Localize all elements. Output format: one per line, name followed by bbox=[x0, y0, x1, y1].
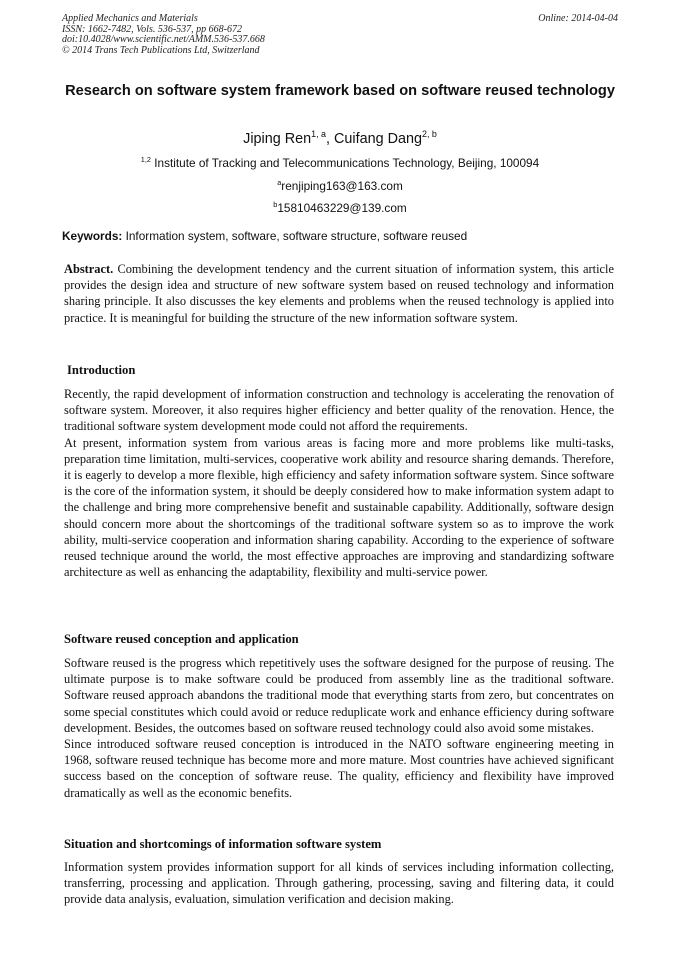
author-name: Jiping Ren bbox=[243, 131, 312, 147]
paragraph: Information system provides information support for all kinds of services including information collecting, transferring, processing and application. Through gathering, processing, saving and filtering data, it could provide data analysis, evaluation, simulation verification and decision making. bbox=[64, 860, 614, 907]
section-body bbox=[64, 386, 614, 580]
keywords bbox=[62, 229, 618, 243]
journal-header bbox=[62, 14, 618, 56]
abstract-text: Combining the development tendency and the current situation of information system, this article provides the design idea and structure of new software system based on reused technology and information sharing principle. It also discusses the key elements and problems when the reused technology is applied into practice. It is meaningful for building the structure of the new information software system. bbox=[64, 262, 614, 325]
keywords-text: Information system, software, software structure, software reused bbox=[122, 229, 468, 243]
email-superscript: b bbox=[273, 200, 278, 210]
journal-name: Applied Mechanics and Materials bbox=[62, 13, 198, 24]
email-line bbox=[62, 201, 618, 215]
section-heading: Software reused conception and application bbox=[64, 632, 299, 646]
journal-copyright: © 2014 Trans Tech Publications Ltd, Switzerland bbox=[62, 44, 260, 56]
section-body bbox=[64, 655, 614, 801]
keywords-label: Keywords: bbox=[62, 229, 123, 243]
author-name: Cuifang Dang bbox=[333, 131, 422, 147]
abstract-paragraph bbox=[64, 261, 614, 326]
paragraph: Since introduced software reused conception is introduced in the NATO software engineering meeting in 1968, software reused technique has become more and more mature. Most countries have achieved significant success based on the conception of software reuse. The quality, efficiency and flexibility have improved dramatically as well as the economic benefits. bbox=[64, 737, 614, 800]
section-heading: Situation and shortcomings of information software system bbox=[64, 837, 382, 851]
journal-doi: doi:10.4028/www.scientific.net/AMM.536-537.668 bbox=[62, 34, 265, 46]
abstract-label: Abstract. bbox=[64, 262, 114, 276]
email-superscript: a bbox=[277, 178, 282, 188]
paper-title: Research on software system framework based on software reused technology bbox=[65, 83, 615, 99]
paragraph: At present, information system from various areas is facing more and more problems like multi-tasks, preparation time limitation, multi-services, cooperative work ability and resource sharing demands. Therefore, it is eagerly to develop a more flexible, high efficiency and safety information software system. Since software is the core of the information system, it should be deeply considered how to make information system adapt to the challenge and bring more comprehensive benefit and sustainable capability. Additionally, software design should concern more about the shortcomings of the traditional software system so as to improve the work ability, multi-service cooperation and information sharing capability. According to the experience of software reused technique around the world, the most effective approaches are improving and standardizing software architecture as well as enhancing the adaptability, flexibility and multi-service power. bbox=[64, 435, 614, 580]
author-separator: , bbox=[325, 131, 334, 147]
abstract bbox=[64, 261, 614, 326]
author-line bbox=[62, 130, 618, 148]
email-address: renjiping163@163.com bbox=[281, 179, 403, 193]
affiliation-superscript: 1,2 bbox=[140, 155, 151, 165]
online-date: Online: 2014-04-04 bbox=[538, 13, 618, 24]
section-heading: Introduction bbox=[67, 363, 136, 377]
email-address: 15810463229@139.com bbox=[277, 201, 407, 215]
paragraph: Recently, the rapid development of information construction and technology is accelerating the renovation of software system. Moreover, it also requires higher efficiency and better quality of the renovation. Hence, the traditional software system development mode could not afford the requirements. bbox=[64, 387, 614, 434]
author-superscript: 1, a bbox=[311, 129, 326, 140]
paragraph: Software reused is the progress which repetitively uses the software designed for the purpose of reusing. The ultimate purpose is to make software could be produced from assembly line as the traditional software. Software reused approach abandons the traditional mode that everything starts from zero, but concentrates on some special constitutes which could avoid or reduce reduplicate work and enhance efficiency during software development. Besides, the outcomes based on software reused technology could also avoid some mistakes. bbox=[64, 656, 614, 735]
author-superscript: 2, b bbox=[422, 129, 437, 140]
affiliation-text: Institute of Tracking and Telecommunications Technology, Beijing, 100094 bbox=[150, 156, 540, 170]
email-line bbox=[62, 179, 618, 193]
section-body bbox=[64, 859, 614, 908]
journal-issn: ISSN: 1662-7482, Vols. 536-537, pp 668-672 bbox=[62, 23, 242, 35]
affiliation bbox=[62, 156, 618, 170]
